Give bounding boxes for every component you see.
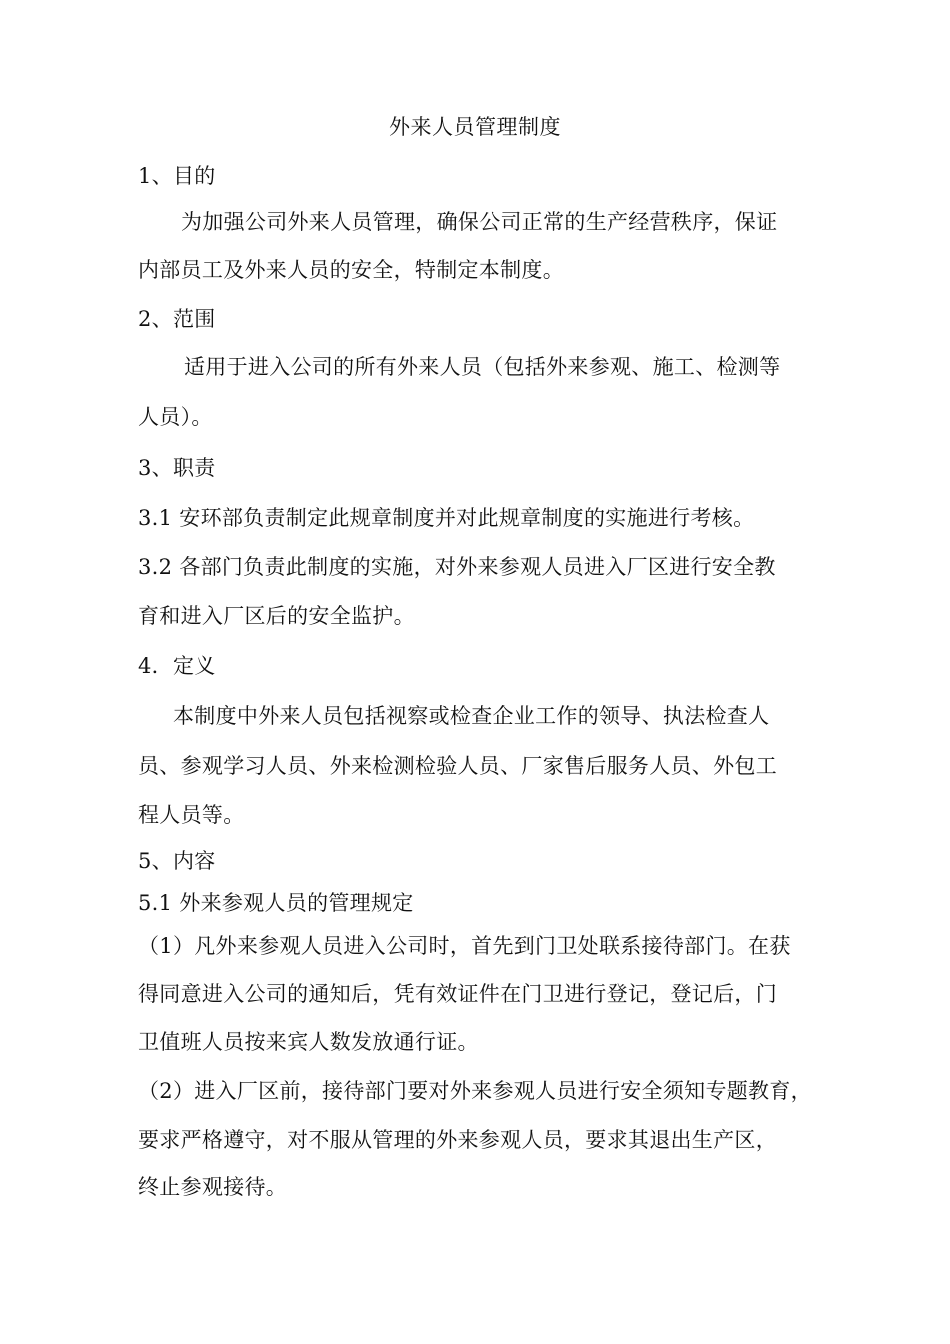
subsection-heading: 5.1 外来参观人员的管理规定 [138, 891, 414, 915]
paragraph-line: 本制度中外来人员包括视察或检查企业工作的领导、执法检查人 [173, 704, 770, 728]
paragraph-line: 得同意进入公司的通知后，凭有效证件在门卫进行登记，登记后，门 [138, 982, 777, 1006]
paragraph-line: 卫值班人员按来宾人数发放通行证。 [138, 1030, 479, 1054]
section-heading-scope: 2、范围 [138, 307, 216, 331]
section-heading-responsibility: 3、职责 [138, 456, 216, 480]
paragraph-line: 程人员等。 [138, 803, 245, 827]
paragraph-line: 人员）。 [138, 405, 213, 429]
section-heading-content: 5、内容 [138, 849, 216, 873]
paragraph-line: 内部员工及外来人员的安全，特制定本制度。 [138, 258, 564, 282]
paragraph-line: 3.1 安环部负责制定此规章制度并对此规章制度的实施进行考核。 [138, 506, 755, 530]
section-heading-purpose: 1、目的 [138, 164, 216, 188]
paragraph-line: 要求严格遵守，对不服从管理的外来参观人员，要求其退出生产区， [138, 1128, 777, 1152]
section-heading-definition: 4．定义 [138, 654, 216, 678]
paragraph-line: 适用于进入公司的所有外来人员（包括外来参观、施工、检测等 [184, 355, 781, 379]
paragraph-line: 为加强公司外来人员管理，确保公司正常的生产经营秩序，保证 [181, 210, 778, 234]
document-title: 外来人员管理制度 [389, 115, 561, 139]
paragraph-line: 终止参观接待。 [138, 1175, 288, 1199]
paragraph-line: 员、参观学习人员、外来检测检验人员、厂家售后服务人员、外包工 [138, 754, 777, 778]
paragraph-line: （2）进入厂区前，接待部门要对外来参观人员进行安全须知专题教育， [138, 1079, 812, 1103]
paragraph-line: 3.2 各部门负责此制度的实施，对外来参观人员进入厂区进行安全教 [138, 555, 776, 579]
paragraph-line: 育和进入厂区后的安全监护。 [138, 604, 415, 628]
paragraph-line: （1）凡外来参观人员进入公司时，首先到门卫处联系接待部门。在获 [138, 934, 791, 958]
